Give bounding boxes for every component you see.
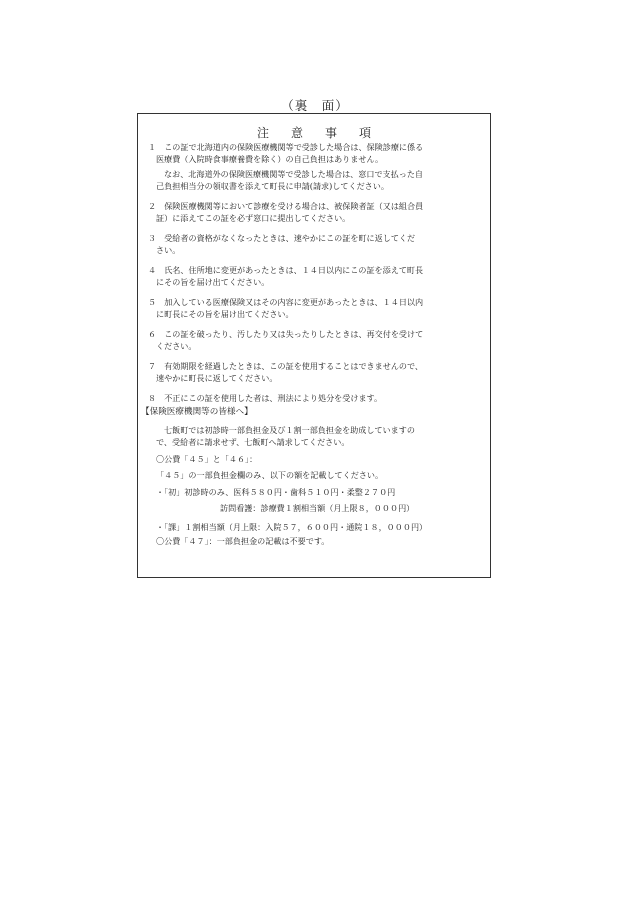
notice-box [137, 113, 491, 578]
notice-line-20: で、受給者に請求せず、七飯町へ請求してください。 [156, 437, 350, 447]
notice-line-26: 〇公費「４７」：一部負担金の記載は不要です。 [156, 536, 330, 546]
notice-line-3: なお、北海道外の保険医療機関等で受診した場合は、窓口で支払った自 [164, 169, 424, 179]
notice-line-8: さい。 [156, 245, 181, 255]
notice-line-14: ください。 [156, 341, 197, 351]
notice-line-9: ４ 氏名、住所地に変更があったときは、１４日以内にこの証を添えて町長 [148, 265, 424, 275]
notice-line-4: 己負担相当分の領収書を添えて町長に申請(請求)してください。 [156, 181, 389, 191]
notice-line-10: にその旨を届け出てください。 [156, 277, 270, 287]
notice-line-22: 「４５」の一部負担金欄のみ、以下の額を記載してください。 [156, 470, 384, 480]
notice-line-12: に町長にその旨を届け出てください。 [156, 309, 294, 319]
notice-line-21: 〇公費「４５」と「４６」： [156, 454, 258, 464]
section-heading: 【保険医療機関等の皆様へ】 [141, 407, 253, 417]
notice-line-15: ７ 有効期限を経過したときは、この証を使用することはできませんので、 [148, 361, 424, 371]
notice-line-6: 証）に添えてこの証を必ず窓口に提出してください。 [156, 213, 351, 223]
notice-line-13: ６ この証を破ったり、汚したり又は失ったりしたときは、再交付を受けて [148, 329, 424, 339]
notice-line-7: ３ 受給者の資格がなくなったときは、速やかにこの証を町に返してくだ [148, 233, 416, 243]
notice-line-2: 医療費（入院時食事療養費を除く）の自己負担はありません。 [156, 154, 384, 164]
notice-line-1: １ この証で北海道内の保険医療機関等で受診した場合は、保険診療に係る [148, 142, 424, 152]
notice-line-17: ８ 不正にこの証を使用した者は、刑法により処分を受けます。 [148, 393, 383, 403]
notice-line-24: 訪問看護：診療費１割相当額（月上限８，０００円） [220, 503, 415, 513]
notice-line-5: ２ 保険医療機関等において診療を受ける場合は、被保険者証（又は組合員 [148, 201, 424, 211]
notice-line-25: ・「課」１割相当額（月上限：入院５７，６００円・通院１８，０００円） [156, 522, 428, 532]
notice-title: 注意事項 [256, 126, 393, 140]
notice-line-23: ・「初」初診時のみ、医科５８０円・歯科５１０円・柔整２７０円 [156, 487, 396, 497]
notice-line-16: 速やかに町長に返してください。 [156, 373, 278, 383]
notice-line-19: 七飯町では初診時一部負担金及び１割一部負担金を助成していますの [164, 425, 415, 435]
notice-line-11: ５ 加入している医療保険又はその内容に変更があったときは、１４日以内 [148, 297, 424, 307]
side-label: （裏 面） [281, 98, 349, 113]
